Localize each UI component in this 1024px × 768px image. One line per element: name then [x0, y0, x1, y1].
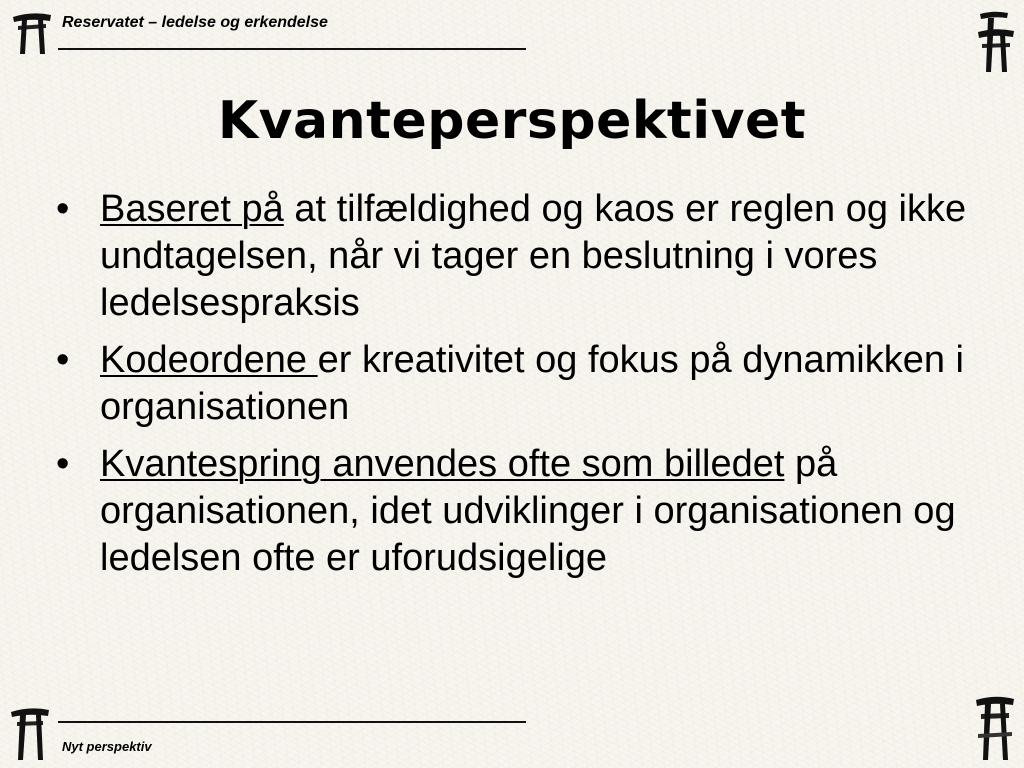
bullet-text: at tilfældighed og kaos er reglen og ikke undtagelsen, når vi tager en beslutning i vores ledelsespraksis: [100, 188, 967, 324]
footer-text: Nyt perspektiv: [62, 739, 152, 754]
torii-gate-icon: [972, 694, 1018, 762]
bullet-marker: •: [56, 339, 70, 381]
footer-divider: [58, 721, 526, 723]
bullet-item: [56, 337, 980, 431]
bullet-marker: •: [56, 188, 70, 230]
bullet-item: [56, 441, 980, 582]
bullet-marker: •: [56, 443, 70, 485]
header-divider: [58, 48, 526, 50]
bullet-underlined-text: Kodeordene: [100, 339, 318, 381]
bullet-underlined-text: Kvantespring anvendes ofte som billedet: [100, 443, 785, 485]
torii-gate-icon: [974, 10, 1018, 76]
torii-gate-icon: [10, 8, 54, 56]
bullet-item: [56, 186, 980, 327]
slide-title: Kvanteperspektivet: [217, 90, 807, 151]
bullet-underlined-text: Baseret på: [100, 188, 284, 230]
torii-gate-icon: [8, 704, 52, 762]
bullet-text: er kreativitet og fokus på dynamikken i organisationen: [100, 339, 964, 428]
bullet-text: på organisationen, idet udviklinger i organisationen og ledelsen ofte er uforudsigelige: [100, 443, 956, 579]
bullet-list: [56, 186, 980, 592]
header-text: Reservatet – ledelse og erkendelse: [62, 14, 328, 31]
